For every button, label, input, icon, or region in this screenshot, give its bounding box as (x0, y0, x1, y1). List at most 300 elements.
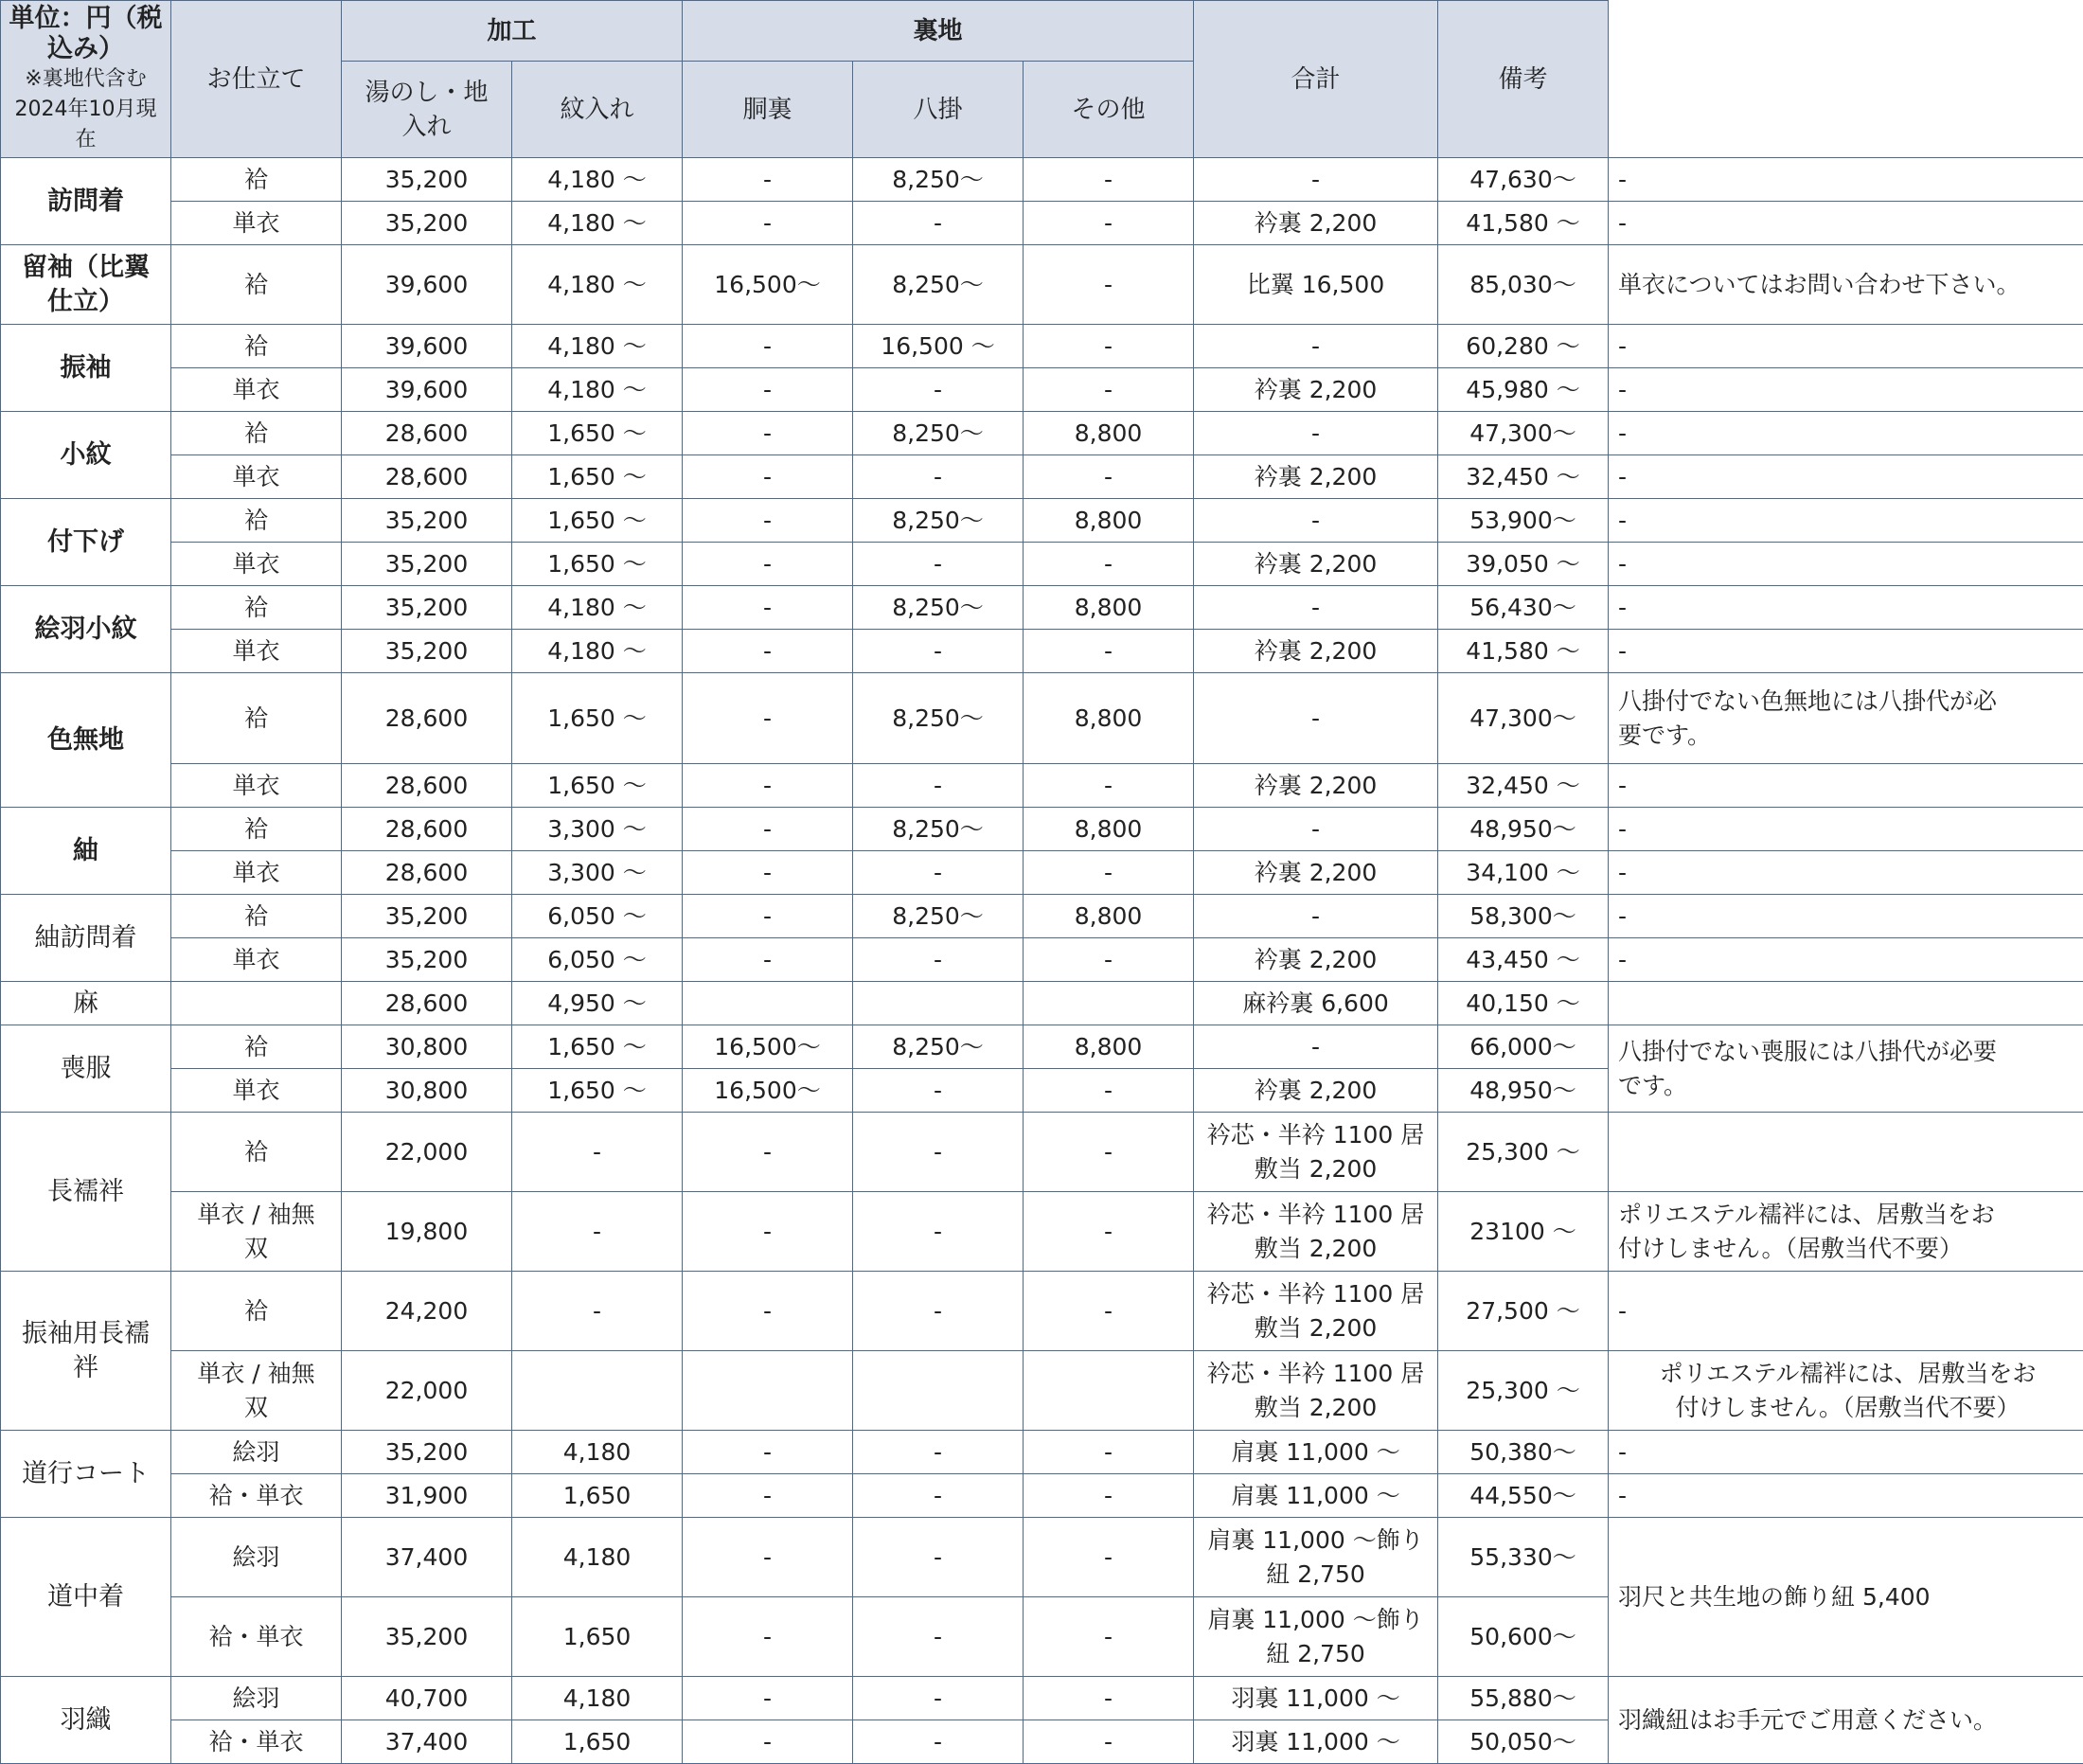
bikou-cell (1609, 1025, 2083, 1113)
monire-cell: 16,500〜 (683, 1069, 853, 1113)
oshitate-cell: 37,400 (342, 1720, 512, 1764)
sonota-cell: 衿裏 2,200 (1194, 543, 1438, 586)
douura-cell: - (853, 1720, 1024, 1764)
bikou-line1: 八掛付でない喪服には八掛代が必要 (1618, 1035, 2077, 1069)
goukei-cell: 60,280 〜 (1438, 325, 1609, 368)
sonota-cell: 衿裏 2,200 (1194, 202, 1438, 245)
type-cell: 単衣 (171, 1069, 342, 1113)
monire-cell: - (683, 499, 853, 543)
hakkake-cell: - (1024, 1474, 1194, 1518)
hakkake-cell: - (1024, 245, 1194, 325)
yunoshi-cell: 4,180 (512, 1431, 683, 1474)
hakkake-cell: - (1024, 1113, 1194, 1192)
hakkake-cell: - (1024, 1518, 1194, 1597)
table-row (1, 1113, 2083, 1192)
douura-cell: 8,250〜 (853, 158, 1024, 202)
oshitate-cell: 31,900 (342, 1474, 512, 1518)
bikou-cell: - (1609, 630, 2083, 673)
hakkake-cell: 8,800 (1024, 412, 1194, 455)
sonota-cell: 衿裏 2,200 (1194, 851, 1438, 895)
hakkake-cell: - (1024, 368, 1194, 412)
oshitate-cell: 28,600 (342, 764, 512, 808)
hakkake-cell: 8,800 (1024, 808, 1194, 851)
goukei-cell: 55,880〜 (1438, 1677, 1609, 1720)
sonota-cell: - (1194, 499, 1438, 543)
type-cell: 袷 (171, 1113, 342, 1192)
douura-cell: - (853, 938, 1024, 982)
hakkake-cell: - (1024, 1069, 1194, 1113)
yunoshi-cell: 4,180 〜 (512, 202, 683, 245)
table-row (1, 982, 2083, 1025)
hakkake-cell: - (1024, 325, 1194, 368)
sonota-cell: - (1194, 808, 1438, 851)
type-cell: 単衣 (171, 851, 342, 895)
category-cell: 小紋 (1, 412, 171, 499)
bikou-cell (1609, 1351, 2083, 1431)
type-cell: 単衣 (171, 543, 342, 586)
bikou-cell (1609, 1113, 2083, 1192)
oshitate-cell: 39,600 (342, 245, 512, 325)
oshitate-cell: 35,200 (342, 1431, 512, 1474)
category-line2: 袢 (7, 1351, 165, 1385)
monire-cell (683, 982, 853, 1025)
yunoshi-cell: 1,650 (512, 1597, 683, 1677)
monire-cell: - (683, 1192, 853, 1272)
hakkake-cell: - (1024, 1272, 1194, 1351)
goukei-cell: 85,030〜 (1438, 245, 1609, 325)
category-cell: 紬 (1, 808, 171, 895)
type-cell: 袷 (171, 1025, 342, 1069)
yunoshi-cell: 1,650 〜 (512, 1025, 683, 1069)
type-cell: 単衣 (171, 368, 342, 412)
douura-cell: 8,250〜 (853, 245, 1024, 325)
yunoshi-cell: - (512, 1272, 683, 1351)
sonota-line2: 紐 2,750 (1200, 1637, 1432, 1671)
type-cell (171, 1351, 342, 1431)
bikou-line2: 付けしません。（居敷当代不要） (1618, 1391, 2077, 1425)
category-line1: 振袖用長襦 (7, 1317, 165, 1351)
bikou-cell: - (1609, 412, 2083, 455)
bikou-cell (1609, 1192, 2083, 1272)
bikou-cell: - (1609, 202, 2083, 245)
type-cell: 袷 (171, 1272, 342, 1351)
category-cell: 喪服 (1, 1025, 171, 1113)
sonota-cell: 衿裏 2,200 (1194, 764, 1438, 808)
monire-cell: - (683, 938, 853, 982)
goukei-header: 合計 (1194, 1, 1438, 158)
yunoshi-cell: 1,650 〜 (512, 412, 683, 455)
sonota-cell: - (1194, 895, 1438, 938)
yunoshi-header-line1: 湯のし・地 (347, 76, 506, 110)
oshitate-cell: 28,600 (342, 982, 512, 1025)
category-line2: 仕立） (7, 285, 165, 319)
category-line1: 留袖（比翼 (7, 251, 165, 285)
bikou-cell: 羽織紐はお手元でご用意ください。 (1609, 1677, 2083, 1764)
unit-date: 2024年10月現在 (7, 95, 165, 155)
yunoshi-cell: 4,180 〜 (512, 586, 683, 630)
yunoshi-cell: 4,180 〜 (512, 630, 683, 673)
bikou-cell: - (1609, 543, 2083, 586)
table-row (1, 1192, 2083, 1272)
unit-header-cell (1, 1, 171, 158)
yunoshi-cell: 1,650 (512, 1474, 683, 1518)
monire-cell: - (683, 1720, 853, 1764)
oshitate-cell: 40,700 (342, 1677, 512, 1720)
type-cell: 袷 (171, 895, 342, 938)
sonota-line1: 肩裏 11,000 〜飾り (1200, 1603, 1432, 1637)
sonota-cell: 肩裏 11,000 〜 (1194, 1474, 1438, 1518)
monire-cell: - (683, 1474, 853, 1518)
goukei-cell: 23100 〜 (1438, 1192, 1609, 1272)
hakkake-cell: 8,800 (1024, 1025, 1194, 1069)
douura-cell: - (853, 1518, 1024, 1597)
douura-cell: 8,250〜 (853, 412, 1024, 455)
sonota-cell: 衿裏 2,200 (1194, 368, 1438, 412)
sonota-cell: - (1194, 325, 1438, 368)
yunoshi-cell: 6,050 〜 (512, 938, 683, 982)
douura-cell: - (853, 1113, 1024, 1192)
table-row (1, 586, 2083, 630)
oshitate-cell: 35,200 (342, 586, 512, 630)
oshitate-cell: 28,600 (342, 808, 512, 851)
oshitate-cell: 35,200 (342, 1597, 512, 1677)
hakkake-cell: - (1024, 455, 1194, 499)
yunoshi-cell: - (512, 1113, 683, 1192)
bikou-cell: - (1609, 764, 2083, 808)
type-cell (171, 982, 342, 1025)
douura-cell: - (853, 202, 1024, 245)
monire-cell: - (683, 368, 853, 412)
douura-cell: - (853, 764, 1024, 808)
goukei-cell: 40,150 〜 (1438, 982, 1609, 1025)
goukei-cell: 47,630〜 (1438, 158, 1609, 202)
monire-cell: - (683, 325, 853, 368)
goukei-cell: 32,450 〜 (1438, 764, 1609, 808)
monire-cell: - (683, 543, 853, 586)
table-row (1, 1474, 2083, 1518)
hakkake-cell: 8,800 (1024, 895, 1194, 938)
table-row (1, 808, 2083, 851)
yunoshi-cell: 4,180 (512, 1677, 683, 1720)
goukei-cell: 56,430〜 (1438, 586, 1609, 630)
hakkake-cell: - (1024, 158, 1194, 202)
yunoshi-cell: 1,650 〜 (512, 673, 683, 764)
sonota-line2: 紐 2,750 (1200, 1558, 1432, 1592)
table-header (1, 1, 2083, 158)
unit-note: ※裏地代含む (7, 64, 165, 95)
yunoshi-cell: 4,180 〜 (512, 325, 683, 368)
monire-cell: - (683, 764, 853, 808)
sonota-cell: 羽裏 11,000 〜 (1194, 1677, 1438, 1720)
table-row (1, 630, 2083, 673)
goukei-cell: 32,450 〜 (1438, 455, 1609, 499)
hakkake-cell: 8,800 (1024, 499, 1194, 543)
bikou-cell: - (1609, 455, 2083, 499)
oshitate-cell: 39,600 (342, 325, 512, 368)
oshitate-cell: 35,200 (342, 158, 512, 202)
oshitate-cell: 37,400 (342, 1518, 512, 1597)
hakkake-cell: - (1024, 543, 1194, 586)
type-cell: 袷・単衣 (171, 1597, 342, 1677)
sonota-cell: 衿裏 2,200 (1194, 630, 1438, 673)
hakkake-cell: - (1024, 851, 1194, 895)
category-cell: 色無地 (1, 673, 171, 808)
goukei-cell: 48,950〜 (1438, 1069, 1609, 1113)
bikou-line2: 要です。 (1618, 719, 2077, 753)
sonota-cell (1194, 1351, 1438, 1431)
monire-cell: - (683, 1113, 853, 1192)
oshitate-cell: 24,200 (342, 1272, 512, 1351)
sonota-cell (1194, 1113, 1438, 1192)
sonota-cell (1194, 1518, 1438, 1597)
yunoshi-cell: 1,650 〜 (512, 455, 683, 499)
category-cell: 道行コート (1, 1431, 171, 1518)
bikou-line1: 八掛付でない色無地には八掛代が必 (1618, 685, 2077, 719)
yunoshi-header-line2: 入れ (347, 110, 506, 144)
yunoshi-cell: 4,180 〜 (512, 245, 683, 325)
type-cell: 袷・単衣 (171, 1474, 342, 1518)
goukei-cell: 50,380〜 (1438, 1431, 1609, 1474)
category-cell: 訪問着 (1, 158, 171, 245)
type-cell: 袷 (171, 673, 342, 764)
category-cell (1, 1272, 171, 1431)
monire-header: 紋入れ (512, 62, 683, 158)
category-cell: 麻 (1, 982, 171, 1025)
hakkake-cell: - (1024, 630, 1194, 673)
hakkake-cell: - (1024, 1431, 1194, 1474)
oshitate-cell: 39,600 (342, 368, 512, 412)
table-row (1, 1272, 2083, 1351)
douura-cell: 8,250〜 (853, 1025, 1024, 1069)
yunoshi-cell: 4,950 〜 (512, 982, 683, 1025)
category-cell: 振袖 (1, 325, 171, 412)
bikou-cell: - (1609, 851, 2083, 895)
hakkake-cell: - (1024, 764, 1194, 808)
sonota-line2: 敷当 2,200 (1200, 1152, 1432, 1186)
yunoshi-cell: 4,180 〜 (512, 158, 683, 202)
table-row (1, 202, 2083, 245)
yunoshi-cell: 1,650 〜 (512, 499, 683, 543)
unit-title: 単位：円（税込み） (7, 4, 165, 64)
sonota-cell (1194, 1192, 1438, 1272)
bikou-cell: 単衣についてはお問い合わせ下さい。 (1609, 245, 2083, 325)
goukei-cell: 66,000〜 (1438, 1025, 1609, 1069)
type-cell: 袷 (171, 245, 342, 325)
sonota-line1: 衿芯・半衿 1100 居 (1200, 1118, 1432, 1152)
douura-cell: 16,500 〜 (853, 325, 1024, 368)
monire-cell: - (683, 895, 853, 938)
goukei-cell: 43,450 〜 (1438, 938, 1609, 982)
yunoshi-cell: 1,650 (512, 1720, 683, 1764)
douura-cell: - (853, 1474, 1024, 1518)
bikou-cell (1609, 982, 2083, 1025)
bikou-cell: - (1609, 586, 2083, 630)
hakkake-cell: - (1024, 938, 1194, 982)
douura-cell: - (853, 368, 1024, 412)
table-row (1, 1431, 2083, 1474)
sonota-cell: 比翼 16,500 (1194, 245, 1438, 325)
hakkake-cell: - (1024, 1677, 1194, 1720)
oshitate-header: お仕立て (171, 1, 342, 158)
goukei-cell: 41,580 〜 (1438, 630, 1609, 673)
table-body (1, 158, 2083, 1764)
urachi-header: 裏地 (683, 1, 1194, 62)
bikou-cell: - (1609, 325, 2083, 368)
oshitate-cell: 28,600 (342, 673, 512, 764)
bikou-cell: - (1609, 808, 2083, 851)
sonota-cell: 肩裏 11,000 〜 (1194, 1431, 1438, 1474)
category-cell: 羽織 (1, 1677, 171, 1764)
bikou-line1: ポリエステル襦袢には、居敷当をお (1618, 1198, 2077, 1232)
sonota-header: その他 (1024, 62, 1194, 158)
sonota-cell: 衿裏 2,200 (1194, 455, 1438, 499)
monire-cell: - (683, 158, 853, 202)
monire-cell: - (683, 202, 853, 245)
monire-cell: - (683, 1518, 853, 1597)
table-row (1, 368, 2083, 412)
goukei-cell: 53,900〜 (1438, 499, 1609, 543)
monire-cell: 16,500〜 (683, 1025, 853, 1069)
sonota-cell: 麻衿裏 6,600 (1194, 982, 1438, 1025)
sonota-cell (1194, 1597, 1438, 1677)
yunoshi-cell: 1,650 〜 (512, 764, 683, 808)
sonota-cell: 衿裏 2,200 (1194, 1069, 1438, 1113)
kakou-header: 加工 (342, 1, 683, 62)
yunoshi-cell: 1,650 〜 (512, 543, 683, 586)
table-row (1, 543, 2083, 586)
douura-header: 胴裏 (683, 62, 853, 158)
goukei-cell: 55,330〜 (1438, 1518, 1609, 1597)
yunoshi-cell: 3,300 〜 (512, 808, 683, 851)
monire-cell: - (683, 808, 853, 851)
douura-cell: - (853, 455, 1024, 499)
type-cell: 単衣 (171, 630, 342, 673)
hakkake-header: 八掛 (853, 62, 1024, 158)
monire-cell: - (683, 1677, 853, 1720)
sonota-cell: 羽裏 11,000 〜 (1194, 1720, 1438, 1764)
hakkake-cell: - (1024, 1192, 1194, 1272)
yunoshi-cell: 6,050 〜 (512, 895, 683, 938)
goukei-cell: 25,300 〜 (1438, 1351, 1609, 1431)
monire-cell: 16,500〜 (683, 245, 853, 325)
sonota-cell: - (1194, 586, 1438, 630)
bikou-cell: - (1609, 895, 2083, 938)
hakkake-cell: 8,800 (1024, 586, 1194, 630)
category-cell: 紬訪問着 (1, 895, 171, 982)
douura-cell: 8,250〜 (853, 586, 1024, 630)
type-cell: 単衣 (171, 202, 342, 245)
yunoshi-cell: - (512, 1192, 683, 1272)
sonota-line1: 衿芯・半衿 1100 居 (1200, 1198, 1432, 1232)
douura-cell: - (853, 1272, 1024, 1351)
goukei-cell: 50,050〜 (1438, 1720, 1609, 1764)
oshitate-cell: 22,000 (342, 1351, 512, 1431)
type-cell: 絵羽 (171, 1677, 342, 1720)
type-line1: 単衣 / 袖無 (177, 1198, 335, 1232)
bikou-cell: 羽尺と共生地の飾り紐 5,400 (1609, 1518, 2083, 1677)
hakkake-cell: - (1024, 1597, 1194, 1677)
sonota-cell: - (1194, 1025, 1438, 1069)
monire-cell (683, 1351, 853, 1431)
hakkake-cell: 8,800 (1024, 673, 1194, 764)
type-cell: 単衣 (171, 764, 342, 808)
douura-cell: 8,250〜 (853, 673, 1024, 764)
oshitate-cell: 22,000 (342, 1113, 512, 1192)
yunoshi-cell: 4,180 〜 (512, 368, 683, 412)
yunoshi-cell: 1,650 〜 (512, 1069, 683, 1113)
bikou-cell: - (1609, 1272, 2083, 1351)
type-line2: 双 (177, 1391, 335, 1425)
sonota-line2: 敷当 2,200 (1200, 1311, 1432, 1345)
douura-cell: - (853, 1677, 1024, 1720)
oshitate-cell: 35,200 (342, 543, 512, 586)
monire-cell: - (683, 1431, 853, 1474)
oshitate-cell: 35,200 (342, 202, 512, 245)
bikou-line2: です。 (1618, 1069, 2077, 1103)
oshitate-cell: 19,800 (342, 1192, 512, 1272)
table-row (1, 938, 2083, 982)
goukei-cell: 47,300〜 (1438, 673, 1609, 764)
goukei-cell: 58,300〜 (1438, 895, 1609, 938)
type-cell: 袷 (171, 412, 342, 455)
oshitate-cell: 35,200 (342, 499, 512, 543)
oshitate-cell: 30,800 (342, 1069, 512, 1113)
goukei-cell: 25,300 〜 (1438, 1113, 1609, 1192)
goukei-cell: 44,550〜 (1438, 1474, 1609, 1518)
oshitate-cell: 28,600 (342, 412, 512, 455)
douura-cell: - (853, 1069, 1024, 1113)
oshitate-cell: 35,200 (342, 630, 512, 673)
type-cell (171, 1192, 342, 1272)
monire-cell: - (683, 673, 853, 764)
hakkake-cell (1024, 982, 1194, 1025)
douura-cell: - (853, 1597, 1024, 1677)
type-cell: 袷 (171, 586, 342, 630)
douura-cell: 8,250〜 (853, 808, 1024, 851)
bikou-cell: - (1609, 158, 2083, 202)
oshitate-cell: 30,800 (342, 1025, 512, 1069)
type-cell: 単衣 (171, 455, 342, 499)
douura-cell (853, 1351, 1024, 1431)
type-cell: 袷 (171, 158, 342, 202)
bikou-line2: 付けしません。（居敷当代不要） (1618, 1232, 2077, 1266)
table-row (1, 1351, 2083, 1431)
monire-cell: - (683, 455, 853, 499)
sonota-line1: 衿芯・半衿 1100 居 (1200, 1277, 1432, 1311)
oshitate-cell: 28,600 (342, 851, 512, 895)
douura-cell: 8,250〜 (853, 895, 1024, 938)
monire-cell: - (683, 586, 853, 630)
sonota-cell (1194, 1272, 1438, 1351)
monire-cell: - (683, 1272, 853, 1351)
douura-cell: 8,250〜 (853, 499, 1024, 543)
monire-cell: - (683, 1597, 853, 1677)
douura-cell (853, 982, 1024, 1025)
bikou-cell: - (1609, 1431, 2083, 1474)
oshitate-cell: 35,200 (342, 895, 512, 938)
hakkake-cell: - (1024, 1720, 1194, 1764)
type-cell: 袷 (171, 808, 342, 851)
yunoshi-cell: 3,300 〜 (512, 851, 683, 895)
douura-cell: - (853, 1192, 1024, 1272)
goukei-cell: 45,980 〜 (1438, 368, 1609, 412)
bikou-cell: - (1609, 368, 2083, 412)
sonota-line1: 衿芯・半衿 1100 居 (1200, 1357, 1432, 1391)
oshitate-cell: 28,600 (342, 455, 512, 499)
table-row (1, 851, 2083, 895)
goukei-cell: 48,950〜 (1438, 808, 1609, 851)
table-row (1, 412, 2083, 455)
